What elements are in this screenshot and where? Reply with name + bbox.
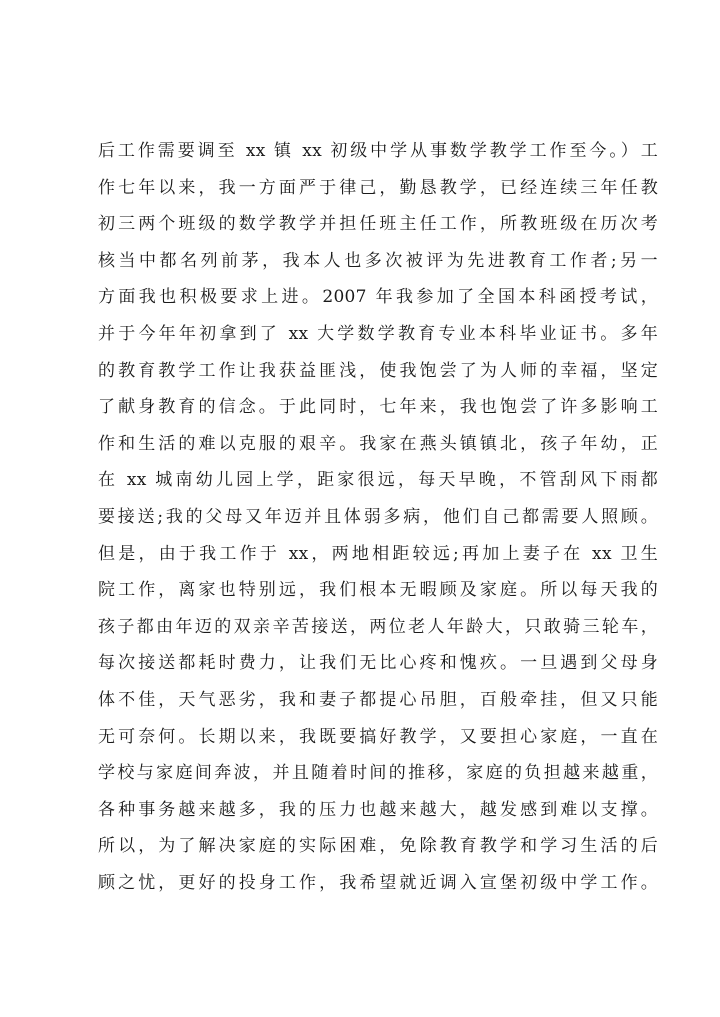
text-line: 方面我也积极要求上进。2007 年我参加了全国本科函授考试， — [98, 287, 658, 308]
text-line: 每次接送都耗时费力，让我们无比心疼和愧疚。一旦遇到父母身 — [98, 653, 658, 674]
text-line: 的教育教学工作让我获益匪浅，使我饱尝了为人师的幸福，坚定 — [98, 360, 658, 381]
body-text — [98, 133, 658, 901]
text-line: 后工作需要调至 xx 镇 xx 初级中学从事数学教学工作至今。）工 — [98, 141, 658, 161]
text-line: 初三两个班级的数学教学并担任班主任工作，所教班级在历次考 — [98, 214, 658, 235]
text-line: 无可奈何。长期以来，我既要搞好教学，又要担心家庭，一直在 — [98, 726, 658, 747]
text-line: 作和生活的难以克服的艰辛。我家在燕头镇镇北，孩子年幼，正 — [98, 433, 658, 454]
text-line: 核当中都名列前茅，我本人也多次被评为先进教育工作者;另一 — [98, 250, 658, 271]
text-line: 并于今年年初拿到了 xx 大学数学教育专业本科毕业证书。多年 — [98, 323, 658, 344]
text-line: 作七年以来，我一方面严于律己，勤恳教学，已经连续三年任教 — [98, 177, 658, 198]
text-line: 要接送;我的父母又年迈并且体弱多病，他们自己都需要人照顾。 — [98, 506, 658, 527]
text-line: 学校与家庭间奔波，并且随着时间的推移，家庭的负担越来越重， — [98, 763, 658, 784]
text-line: 各种事务越来越多，我的压力也越来越大，越发感到难以支撑。 — [98, 799, 658, 820]
text-line: 院工作，离家也特别远，我们根本无暇顾及家庭。所以每天我的 — [98, 580, 658, 601]
text-line: 顾之忧，更好的投身工作，我希望就近调入宣堡初级中学工作。 — [98, 872, 658, 893]
text-line: 体不佳，天气恶劣，我和妻子都提心吊胆，百般牵挂，但又只能 — [98, 689, 658, 710]
text-line: 在 xx 城南幼儿园上学，距家很远，每天早晚，不管刮风下雨都 — [98, 470, 658, 491]
text-line: 孩子都由年迈的双亲辛苦接送，两位老人年龄大，只敢骑三轮车， — [98, 616, 658, 637]
text-line: 但是，由于我工作于 xx，两地相距较远;再加上妻子在 xx 卫生 — [98, 543, 658, 564]
text-line: 所以，为了解决家庭的实际困难，免除教育教学和学习生活的后 — [98, 836, 658, 857]
text-line: 了献身教育的信念。于此同时，七年来，我也饱尝了许多影响工 — [98, 397, 658, 418]
